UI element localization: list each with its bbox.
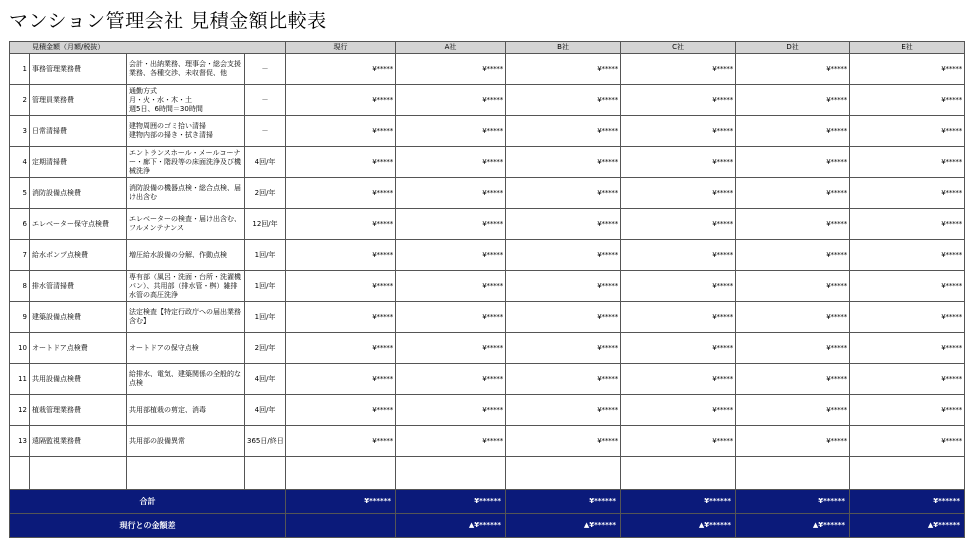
empty-cell (396, 457, 506, 490)
amount-cell: ¥***** (850, 85, 965, 116)
amount-cell: ¥***** (736, 333, 850, 364)
item-frequency: 1回/年 (245, 271, 286, 302)
row-number: 4 (10, 147, 30, 178)
item-name: 排水管清掃費 (30, 271, 127, 302)
difference-cell: ▲¥****** (736, 514, 850, 538)
total-cell: ¥****** (286, 490, 396, 514)
amount-cell: ¥***** (396, 426, 506, 457)
row-number: 13 (10, 426, 30, 457)
amount-cell: ¥***** (506, 116, 621, 147)
empty-cell (127, 457, 245, 490)
empty-cell (30, 457, 127, 490)
amount-cell: ¥***** (736, 364, 850, 395)
item-name: 管理員業務費 (30, 85, 127, 116)
estimate-comparison-table (9, 41, 965, 538)
amount-cell: ¥***** (396, 54, 506, 85)
item-frequency: 365日/終日 (245, 426, 286, 457)
empty-cell (736, 457, 850, 490)
amount-cell: ¥***** (506, 271, 621, 302)
table-row (10, 116, 965, 147)
amount-cell: ¥***** (506, 426, 621, 457)
difference-label: 現行との金額差 (10, 514, 286, 538)
item-description: エントランスホール・メールコーナー・廊下・階段等の床面洗浄及び機械洗浄 (127, 147, 245, 178)
row-number: 7 (10, 240, 30, 271)
empty-cell (621, 457, 736, 490)
row-number: 9 (10, 302, 30, 333)
amount-cell: ¥***** (286, 271, 396, 302)
amount-cell: ¥***** (621, 364, 736, 395)
item-name: 植栽管理業務費 (30, 395, 127, 426)
amount-cell: ¥***** (286, 116, 396, 147)
difference-cell: ▲¥****** (506, 514, 621, 538)
amount-cell: ¥***** (736, 302, 850, 333)
amount-cell: ¥***** (621, 54, 736, 85)
item-description: 消防設備の機器点検・総合点検、届け出含む (127, 178, 245, 209)
item-description: 専有部（風呂・洗面・台所・洗濯機パン）、共用部（排水管・桝）雑排水管の高圧洗浄 (127, 271, 245, 302)
empty-row (10, 457, 965, 490)
item-description: 通勤方式 月・火・水・木・土 週5日、6時間＝30時間 (127, 85, 245, 116)
row-number: 1 (10, 54, 30, 85)
amount-cell: ¥***** (286, 302, 396, 333)
amount-cell: ¥***** (621, 209, 736, 240)
amount-cell: ¥***** (850, 271, 965, 302)
amount-cell: ¥***** (396, 209, 506, 240)
column-header: E社 (850, 42, 965, 54)
amount-cell: ¥***** (850, 240, 965, 271)
amount-cell: ¥***** (850, 333, 965, 364)
amount-cell: ¥***** (736, 85, 850, 116)
amount-cell: ¥***** (621, 395, 736, 426)
column-header: C社 (621, 42, 736, 54)
table-row (10, 333, 965, 364)
amount-cell: ¥***** (506, 302, 621, 333)
column-header: 現行 (286, 42, 396, 54)
difference-cell: ▲¥****** (396, 514, 506, 538)
item-description: 共用部の設備異常 (127, 426, 245, 457)
amount-cell: ¥***** (621, 426, 736, 457)
row-number: 8 (10, 271, 30, 302)
amount-cell: ¥***** (396, 178, 506, 209)
item-description: 会計・出納業務、理事会・総会支援業務、各種交渉、未収督促、他 (127, 54, 245, 85)
item-frequency: 2回/年 (245, 178, 286, 209)
amount-cell: ¥***** (286, 178, 396, 209)
item-frequency: 4回/年 (245, 147, 286, 178)
amount-cell: ¥***** (396, 395, 506, 426)
difference-cell: ▲¥****** (621, 514, 736, 538)
header-label: 見積金額（月額/税抜） (10, 42, 286, 54)
amount-cell: ¥***** (506, 364, 621, 395)
difference-cell: ▲¥****** (850, 514, 965, 538)
item-name: 給水ポンプ点検費 (30, 240, 127, 271)
amount-cell: ¥***** (736, 240, 850, 271)
total-cell: ¥****** (736, 490, 850, 514)
table-row (10, 209, 965, 240)
amount-cell: ¥***** (850, 395, 965, 426)
item-description: オートドアの保守点検 (127, 333, 245, 364)
amount-cell: ¥***** (850, 426, 965, 457)
amount-cell: ¥***** (850, 116, 965, 147)
total-row (10, 490, 965, 514)
amount-cell: ¥***** (736, 54, 850, 85)
amount-cell: ¥***** (396, 333, 506, 364)
amount-cell: ¥***** (621, 178, 736, 209)
amount-cell: ¥***** (506, 209, 621, 240)
amount-cell: ¥***** (621, 116, 736, 147)
item-frequency: － (245, 116, 286, 147)
amount-cell: ¥***** (506, 240, 621, 271)
amount-cell: ¥***** (286, 364, 396, 395)
table-row (10, 302, 965, 333)
total-label: 合計 (10, 490, 286, 514)
total-cell: ¥****** (506, 490, 621, 514)
total-cell: ¥****** (396, 490, 506, 514)
column-header: A社 (396, 42, 506, 54)
amount-cell: ¥***** (506, 54, 621, 85)
row-number: 11 (10, 364, 30, 395)
amount-cell: ¥***** (850, 209, 965, 240)
item-description: エレベーターの検査・届け出含む、フルメンテナンス (127, 209, 245, 240)
item-description: 法定検査【特定行政庁への届出業務含む】 (127, 302, 245, 333)
amount-cell: ¥***** (286, 209, 396, 240)
amount-cell: ¥***** (506, 85, 621, 116)
item-frequency: 4回/年 (245, 395, 286, 426)
amount-cell: ¥***** (396, 85, 506, 116)
amount-cell: ¥***** (850, 302, 965, 333)
empty-cell (850, 457, 965, 490)
amount-cell: ¥***** (736, 209, 850, 240)
amount-cell: ¥***** (736, 116, 850, 147)
item-description: 建物周囲のゴミ拾い清掃 建物内部の掃き・拭き清掃 (127, 116, 245, 147)
amount-cell: ¥***** (396, 271, 506, 302)
amount-cell: ¥***** (286, 240, 396, 271)
row-number: 10 (10, 333, 30, 364)
table-row (10, 395, 965, 426)
item-frequency: 1回/年 (245, 240, 286, 271)
item-frequency: － (245, 54, 286, 85)
item-description: 増圧給水設備の分解、作動点検 (127, 240, 245, 271)
amount-cell: ¥***** (621, 240, 736, 271)
amount-cell: ¥***** (396, 302, 506, 333)
item-name: 定期清掃費 (30, 147, 127, 178)
item-name: 共用設備点検費 (30, 364, 127, 395)
amount-cell: ¥***** (286, 426, 396, 457)
item-description: 給排水、電気、建築関係の全般的な点検 (127, 364, 245, 395)
item-frequency: － (245, 85, 286, 116)
amount-cell: ¥***** (850, 364, 965, 395)
amount-cell: ¥***** (396, 364, 506, 395)
amount-cell: ¥***** (506, 178, 621, 209)
amount-cell: ¥***** (621, 333, 736, 364)
amount-cell: ¥***** (286, 147, 396, 178)
table-row (10, 271, 965, 302)
amount-cell: ¥***** (736, 147, 850, 178)
table-row (10, 85, 965, 116)
table-header-row (10, 42, 965, 54)
amount-cell: ¥***** (736, 426, 850, 457)
amount-cell: ¥***** (396, 240, 506, 271)
difference-cell (286, 514, 396, 538)
page-title: マンション管理会社 見積金額比較表 (9, 10, 327, 32)
amount-cell: ¥***** (621, 302, 736, 333)
item-name: 事務管理業務費 (30, 54, 127, 85)
total-cell: ¥****** (850, 490, 965, 514)
column-header: D社 (736, 42, 850, 54)
item-frequency: 12回/年 (245, 209, 286, 240)
amount-cell: ¥***** (621, 85, 736, 116)
amount-cell: ¥***** (850, 147, 965, 178)
row-number: 2 (10, 85, 30, 116)
amount-cell: ¥***** (736, 395, 850, 426)
item-name: 消防設備点検費 (30, 178, 127, 209)
row-number: 3 (10, 116, 30, 147)
amount-cell: ¥***** (286, 395, 396, 426)
empty-cell (10, 457, 30, 490)
table-row (10, 426, 965, 457)
column-header: B社 (506, 42, 621, 54)
amount-cell: ¥***** (286, 333, 396, 364)
item-name: 遠隔監視業務費 (30, 426, 127, 457)
item-name: エレベーター保守点検費 (30, 209, 127, 240)
amount-cell: ¥***** (396, 116, 506, 147)
amount-cell: ¥***** (736, 178, 850, 209)
amount-cell: ¥***** (621, 147, 736, 178)
amount-cell: ¥***** (396, 147, 506, 178)
row-number: 6 (10, 209, 30, 240)
amount-cell: ¥***** (621, 271, 736, 302)
amount-cell: ¥***** (506, 395, 621, 426)
amount-cell: ¥***** (506, 147, 621, 178)
item-name: 建築設備点検費 (30, 302, 127, 333)
item-frequency: 1回/年 (245, 302, 286, 333)
row-number: 12 (10, 395, 30, 426)
total-cell: ¥****** (621, 490, 736, 514)
empty-cell (506, 457, 621, 490)
empty-cell (245, 457, 286, 490)
table-row (10, 240, 965, 271)
amount-cell: ¥***** (506, 333, 621, 364)
item-frequency: 4回/年 (245, 364, 286, 395)
amount-cell: ¥***** (850, 178, 965, 209)
empty-cell (286, 457, 396, 490)
amount-cell: ¥***** (736, 271, 850, 302)
item-name: 日常清掃費 (30, 116, 127, 147)
amount-cell: ¥***** (286, 85, 396, 116)
row-number: 5 (10, 178, 30, 209)
amount-cell: ¥***** (286, 54, 396, 85)
table-row (10, 147, 965, 178)
table-row (10, 54, 965, 85)
difference-row (10, 514, 965, 538)
item-frequency: 2回/年 (245, 333, 286, 364)
table-row (10, 178, 965, 209)
amount-cell: ¥***** (850, 54, 965, 85)
item-name: オートドア点検費 (30, 333, 127, 364)
item-description: 共用部植栽の剪定、消毒 (127, 395, 245, 426)
table-row (10, 364, 965, 395)
